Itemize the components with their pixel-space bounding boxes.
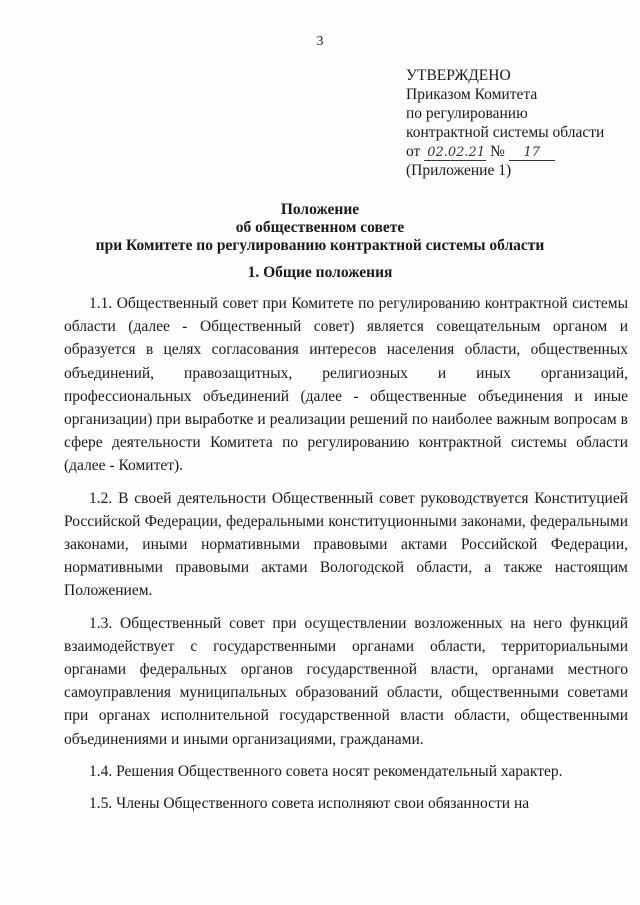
document-title bbox=[0, 201, 640, 255]
appendix-note: (Приложение 1) bbox=[406, 162, 512, 179]
title-line-1: Положение bbox=[280, 201, 360, 218]
document-body bbox=[64, 292, 628, 815]
paragraph-1-1: 1.1. Общественный совет при Комитете по регулированию контрактной системы области (далее - Общественный совет) является совещательным органом и образуется в целях согласования интересов населения области, общественных объединений, правозащитных, религиозных и иных организаций, профессиональных объединений (далее - общественные объединения и иные организации) при выработке и реализации решений по наиболее важным вопросам в сфере деятельности Комитета по регулированию контрактной системы области (далее - Комитет). bbox=[64, 295, 628, 475]
handwritten-date: 02.02.21 bbox=[424, 146, 486, 161]
handwritten-number: 17 bbox=[509, 146, 555, 161]
date-prefix: от bbox=[406, 143, 421, 160]
paragraph-1-3: 1.3. Общественный совет при осуществлении возложенных на него функций взаимодействует с государственными органами области, территориальными органами федеральных органов государственной власти, органами местного самоуправления муниципальных образований области, общественными советами при органах исполнительной государственной власти области, общественными объединениями и иными организациями, гражданами. bbox=[64, 614, 628, 748]
approval-line-1: Приказом Комитета bbox=[406, 86, 538, 103]
approval-line-3: контрактной системы области bbox=[406, 124, 605, 141]
number-sign: № bbox=[490, 143, 505, 160]
approval-stamp-block bbox=[406, 66, 604, 180]
title-line-2: об общественном совете bbox=[235, 219, 405, 236]
approval-date-line bbox=[406, 142, 604, 161]
page-number: 3 bbox=[316, 34, 324, 49]
paragraph-1-5: 1.5. Члены Общественного совета исполняют свои обязанности на bbox=[89, 795, 530, 813]
approval-heading: УТВЕРЖДЕНО bbox=[406, 67, 511, 84]
section-heading: 1. Общие положения bbox=[247, 264, 393, 281]
paragraph-1-4: 1.4. Решения Общественного совета носят рекомендательный характер. bbox=[89, 762, 563, 780]
approval-line-2: по регулированию bbox=[406, 105, 528, 122]
title-line-3: при Комитете по регулированию контрактной системы области bbox=[95, 237, 545, 254]
paragraph-1-2: 1.2. В своей деятельности Общественный совет руководствуется Конституцией Российской Федерации, федеральными конституционными законами, федеральными законами, иными нормативными правовыми актами Российской Федерации, нормативными правовыми актами Вологодской области, а также настоящим Положением. bbox=[64, 489, 628, 600]
